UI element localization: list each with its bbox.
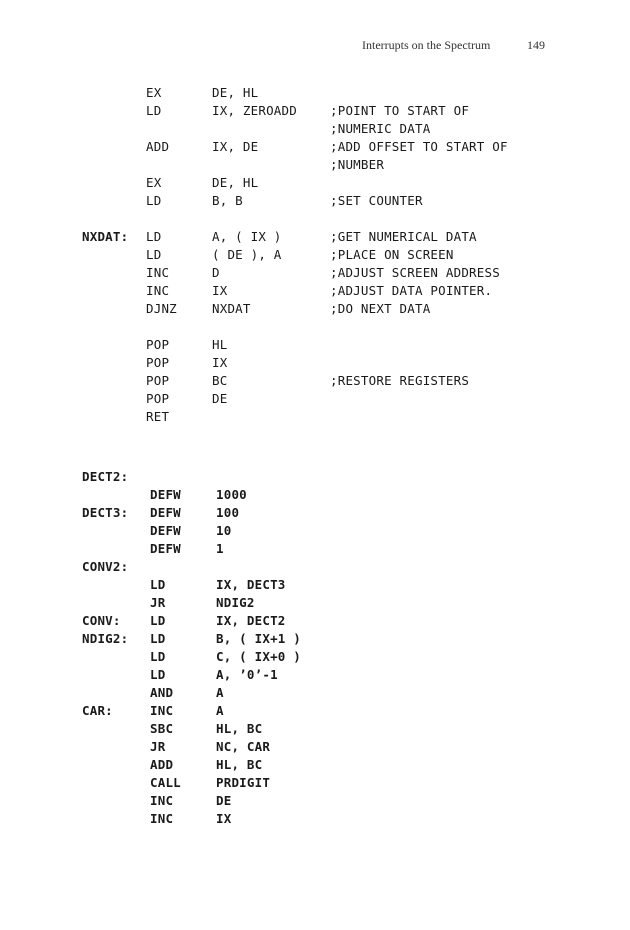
opcode: INC (150, 703, 174, 718)
code-comment: ;PLACE ON SCREEN (330, 247, 454, 262)
code-line (0, 84, 630, 102)
code-line (0, 156, 630, 174)
code-line (0, 300, 630, 318)
opcode: DEFW (150, 523, 181, 538)
code-comment: ;NUMERIC DATA (330, 121, 431, 136)
code-line (0, 540, 630, 558)
code-line (0, 138, 630, 156)
opcode: LD (150, 577, 166, 592)
code-line (0, 246, 630, 264)
opcode: LD (150, 631, 166, 646)
operand: HL, BC (216, 757, 263, 772)
operand: IX, ZEROADD (212, 103, 297, 118)
opcode: ADD (146, 139, 170, 154)
opcode: ADD (150, 757, 174, 772)
code-line (0, 174, 630, 192)
opcode: DJNZ (146, 301, 177, 316)
operand: 10 (216, 523, 232, 538)
code-line (0, 102, 630, 120)
operand: A, ’0’-1 (216, 667, 278, 682)
code-comment: ;SET COUNTER (330, 193, 423, 208)
code-line (0, 486, 630, 504)
operand: IX (212, 355, 228, 370)
code-line (0, 228, 630, 246)
code-comment: ;RESTORE REGISTERS (330, 373, 470, 388)
opcode: POP (146, 337, 170, 352)
operand: NXDAT (212, 301, 251, 316)
operand: IX (216, 811, 232, 826)
code-line (0, 354, 630, 372)
operand: A (216, 703, 224, 718)
code-label: DECT3: (82, 505, 129, 520)
opcode: DEFW (150, 487, 181, 502)
operand: IX (212, 283, 228, 298)
code-label: CAR: (82, 703, 113, 718)
opcode: JR (150, 595, 166, 610)
opcode: INC (150, 811, 174, 826)
operand: NC, CAR (216, 739, 271, 754)
opcode: EX (146, 85, 162, 100)
code-comment: ;DO NEXT DATA (330, 301, 431, 316)
operand: C, ( IX+0 ) (216, 649, 301, 664)
code-label: NDIG2: (82, 631, 129, 646)
operand: D (212, 265, 220, 280)
opcode: INC (146, 265, 170, 280)
code-line (0, 720, 630, 738)
code-line (0, 504, 630, 522)
code-line (0, 192, 630, 210)
operand: A, ( IX ) (212, 229, 282, 244)
operand: A (216, 685, 224, 700)
opcode: LD (150, 613, 166, 628)
operand: DE (216, 793, 232, 808)
code-line (0, 612, 630, 630)
opcode: AND (150, 685, 174, 700)
opcode: DEFW (150, 505, 181, 520)
code-line (0, 372, 630, 390)
operand: B, B (212, 193, 243, 208)
opcode: LD (146, 103, 162, 118)
operand: IX, DECT2 (216, 613, 286, 628)
code-label: CONV2: (82, 559, 129, 574)
operand: B, ( IX+1 ) (216, 631, 301, 646)
opcode: POP (146, 355, 170, 370)
code-comment: ;ADD OFFSET TO START OF (330, 139, 508, 154)
code-line (0, 390, 630, 408)
opcode: DEFW (150, 541, 181, 556)
opcode: SBC (150, 721, 174, 736)
code-line (0, 648, 630, 666)
code-line (0, 522, 630, 540)
opcode: LD (146, 229, 162, 244)
operand: NDIG2 (216, 595, 255, 610)
code-comment: ;GET NUMERICAL DATA (330, 229, 477, 244)
operand: BC (212, 373, 228, 388)
code-comment: ;NUMBER (330, 157, 385, 172)
opcode: INC (146, 283, 170, 298)
code-line (0, 792, 630, 810)
code-label: NXDAT: (82, 229, 129, 244)
operand: IX, DE (212, 139, 259, 154)
operand: 100 (216, 505, 240, 520)
code-line (0, 576, 630, 594)
operand: IX, DECT3 (216, 577, 286, 592)
code-line (0, 336, 630, 354)
opcode: INC (150, 793, 174, 808)
code-line (0, 408, 630, 426)
operand: DE (212, 391, 228, 406)
opcode: CALL (150, 775, 181, 790)
code-line (0, 630, 630, 648)
code-line (0, 558, 630, 576)
operand: HL (212, 337, 228, 352)
code-line (0, 666, 630, 684)
opcode: LD (146, 247, 162, 262)
operand: HL, BC (216, 721, 263, 736)
opcode: RET (146, 409, 170, 424)
operand: DE, HL (212, 175, 259, 190)
code-line (0, 120, 630, 138)
code-comment: ;ADJUST DATA POINTER. (330, 283, 493, 298)
page-number: 149 (527, 38, 545, 52)
operand: DE, HL (212, 85, 259, 100)
code-line (0, 810, 630, 828)
code-line (0, 774, 630, 792)
code-label: DECT2: (82, 469, 129, 484)
code-line (0, 756, 630, 774)
code-line (0, 684, 630, 702)
opcode: JR (150, 739, 166, 754)
code-line (0, 282, 630, 300)
opcode: POP (146, 391, 170, 406)
chapter-title: Interrupts on the Spectrum (362, 38, 491, 52)
operand: 1000 (216, 487, 247, 502)
code-line (0, 264, 630, 282)
opcode: LD (150, 667, 166, 682)
opcode: EX (146, 175, 162, 190)
code-line (0, 594, 630, 612)
opcode: LD (150, 649, 166, 664)
code-line (0, 468, 630, 486)
operand: PRDIGIT (216, 775, 271, 790)
code-line (0, 702, 630, 720)
code-label: CONV: (82, 613, 121, 628)
operand: ( DE ), A (212, 247, 282, 262)
opcode: LD (146, 193, 162, 208)
operand: 1 (216, 541, 224, 556)
code-line (0, 738, 630, 756)
opcode: POP (146, 373, 170, 388)
code-comment: ;ADJUST SCREEN ADDRESS (330, 265, 500, 280)
code-comment: ;POINT TO START OF (330, 103, 470, 118)
